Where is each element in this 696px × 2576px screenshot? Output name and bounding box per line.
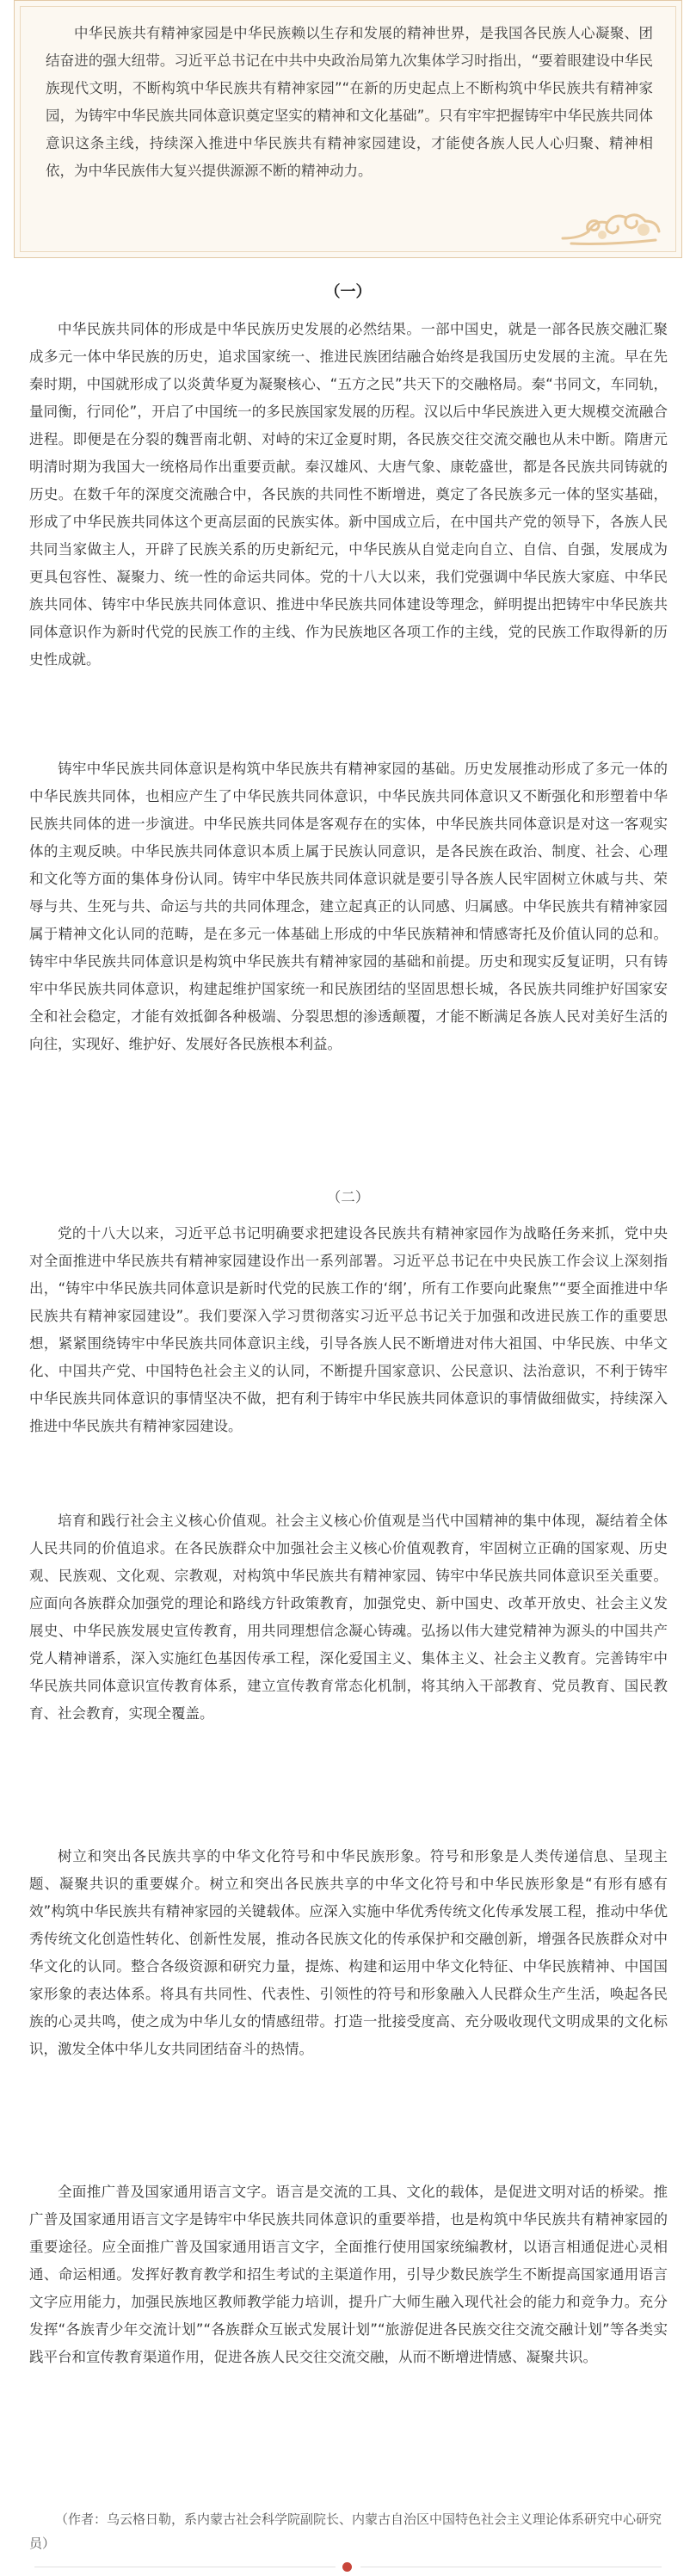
article-end-divider <box>0 2562 696 2573</box>
section-two-title: （二） <box>326 1189 370 1205</box>
author-note: （作者：乌云格日勒，系内蒙古社会科学院副院长、内蒙古自治区中国特色社会主义理论体系研究中心研究员） <box>29 2511 662 2551</box>
intro-paragraph: 中华民族共有精神家园是中华民族赖以生存和发展的精神世界，是我国各民族人心凝聚、团结奋进的强大纽带。习近平总书记在中共中央政治局第九次集体学习时指出，“要着眼建设中华民族现代文明，不断构筑中华民族共有精神家园”“在新的历史起点上不断构筑中华民族共有精神家园，为铸牢中华民族共同体意识奠定坚实的精神和文化基础”。只有牢牢把握铸牢中华民族共同体意识这条主线，持续深入推进中华民族共有精神家园建设，才能使各族人民人心归聚、精神相依，为中华民族伟大复兴提供源源不断的精神动力。 <box>46 25 653 179</box>
body-paragraph: 培育和践行社会主义核心价值观。社会主义核心价值观是当代中国精神的集中体现，凝结着全体人民共同的价值追求。在各民族群众中加强社会主义核心价值观教育，牢固树立正确的国家观、历史观、民族观、文化观、宗教观，对构筑中华民族共有精神家园、铸牢中华民族共同体意识至关重要。应面向各族群众加强党的理论和路线方针政策教育，加强党史、新中国史、改革开放史、社会主义发展史、中华民族发展史宣传教育，用共同理想信念凝心铸魂。弘扬以伟大建党精神为源头的中国共产党人精神谱系，深入实施红色基因传承工程，深化爱国主义、集体主义、社会主义教育。完善铸牢中华民族共同体意识宣传教育体系，建立宣传教育常态化机制，将其纳入干部教育、党员教育、国民教育、社会教育，实现全覆盖。 <box>29 1513 668 1722</box>
section-one-title: （一） <box>324 283 372 301</box>
intro-box <box>14 0 682 258</box>
red-dot-icon <box>342 2562 352 2572</box>
body-paragraph: 中华民族共同体的形成是中华民族历史发展的必然结果。一部中国史，就是一部各民族交融汇聚成多元一体中华民族的历史，追求国家统一、推进民族团结融合始终是我国历史发展的主流。早在先秦时期，中国就形成了以炎黄华夏为凝聚核心、“五方之民”共天下的交融格局。秦“书同文，车同轨，量同衡，行同伦”，开启了中国统一的多民族国家发展的历程。汉以后中华民族进入更大规模交流融合进程。即便是在分裂的魏晋南北朝、对峙的宋辽金夏时期，各民族交往交流交融也从未中断。隋唐元明清时期为我国大一统格局作出重要贡献。秦汉雄风、大唐气象、康乾盛世，都是各民族共同铸就的历史。在数千年的深度交流融合中，各民族的共同性不断增进，奠定了各民族多元一体的坚实基础，形成了中华民族共同体这个更高层面的民族实体。新中国成立后，在中国共产党的领导下，各族人民共同当家做主人，开辟了民族关系的历史新纪元，中华民族从自觉走向自立、自信、自强，发展成为更具包容性、凝聚力、统一性的命运共同体。党的十八大以来，我们党强调中华民族大家庭、中华民族共同体、铸牢中华民族共同体意识、推进中华民族共同体建设等理念，鲜明提出把铸牢中华民族共同体意识作为新时代党的民族工作的主线、作为民族地区各项工作的主线，党的民族工作取得新的历史性成就。 <box>29 321 668 668</box>
body-paragraph: 全面推广普及国家通用语言文字。语言是交流的工具、文化的载体，是促进文明对话的桥梁。推广普及国家通用语言文字是铸牢中华民族共同体意识的重要举措，也是构筑中华民族共有精神家园的重要途径。应全面推广普及国家通用语言文字，全面推行使用国家统编教材，以语言相通促进心灵相通、命运相通。发挥好教育教学和招生考试的主渠道作用，引导少数民族学生不断提高国家通用语言文字应用能力，加强民族地区教师教学能力培训，提升广大师生融入现代社会的能力和竞争力。充分发挥“各族青少年交流计划”“各族群众互嵌式发展计划”“旅游促进各民族交往交流交融计划”等各类实践平台和宣传教育渠道作用，促进各族人民交往交流交融，从而不断增进情感、凝聚共识。 <box>29 2184 668 2365</box>
auspicious-cloud-icon <box>554 200 666 249</box>
body-paragraph: 铸牢中华民族共同体意识是构筑中华民族共有精神家园的基础。历史发展推动形成了多元一体的中华民族共同体，也相应产生了中华民族共同体意识，中华民族共同体意识又不断强化和形塑着中华民族共同体的进一步演进。中华民族共同体是客观存在的实体，中华民族共同体意识是对这一客观实体的主观反映。中华民族共同体意识本质上属于民族认同意识，是各民族在政治、制度、社会、心理和文化等方面的集体身份认同。铸牢中华民族共同体意识就是要引导各族人民牢固树立休戚与共、荣辱与共、生死与共、命运与共的共同体理念，建立起真正的认同感、归属感。中华民族共有精神家园属于精神文化认同的范畴，是在多元一体基础上形成的中华民族精神和情感寄托及价值认同的总和。铸牢中华民族共同体意识是构筑中华民族共有精神家园的基础和前提。历史和现实反复证明，只有铸牢中华民族共同体意识，构建起维护国家统一和民族团结的坚固思想长城，各民族共同维护好国家安全和社会稳定，才能有效抵御各种极端、分裂思想的渗透颠覆，才能不断满足各族人民对美好生活的向往，实现好、维护好、发展好各民族根本利益。 <box>29 761 668 1052</box>
body-paragraph: 党的十八大以来，习近平总书记明确要求把建设各民族共有精神家园作为战略任务来抓，党中央对全面推进中华民族共有精神家园建设作出一系列部署。习近平总书记在中央民族工作会议上深刻指出，“铸牢中华民族共同体意识是新时代党的民族工作的‘纲’，所有工作要向此聚焦”“要全面推进中华民族共有精神家园建设”。我们要深入学习贯彻落实习近平总书记关于加强和改进民族工作的重要思想，紧紧围绕铸牢中华民族共同体意识主线，引导各族人民不断增进对伟大祖国、中华民族、中华文化、中国共产党、中国特色社会主义的认同，不断提升国家意识、公民意识、法治意识，不利于铸牢中华民族共同体意识的事情坚决不做，把有利于铸牢中华民族共同体意识的事情做细做实，持续深入推进中华民族共有精神家园建设。 <box>29 1225 668 1434</box>
body-paragraph: 树立和突出各民族共享的中华文化符号和中华民族形象。符号和形象是人类传递信息、呈现主题、凝聚共识的重要媒介。树立和突出各民族共享的中华文化符号和中华民族形象是“有形有感有效”构筑中华民族共有精神家园的关键载体。应深入实施中华优秀传统文化传承发展工程，推动中华优秀传统文化创造性转化、创新性发展，推动各民族文化的传承保护和交融创新，增强各民族群众对中华文化的认同。整合各级资源和研究力量，提炼、构建和运用中华文化特征、中华民族精神、中国国家形象的表达体系。将具有共同性、代表性、引领性的符号和形象融入人民群众生产生活，唤起各民族的心灵共鸣，使之成为中华儿女的情感纽带。打造一批接受度高、充分吸收现代文明成果的文化标识，激发全体中华儿女共同团结奋斗的热情。 <box>29 1848 668 2057</box>
